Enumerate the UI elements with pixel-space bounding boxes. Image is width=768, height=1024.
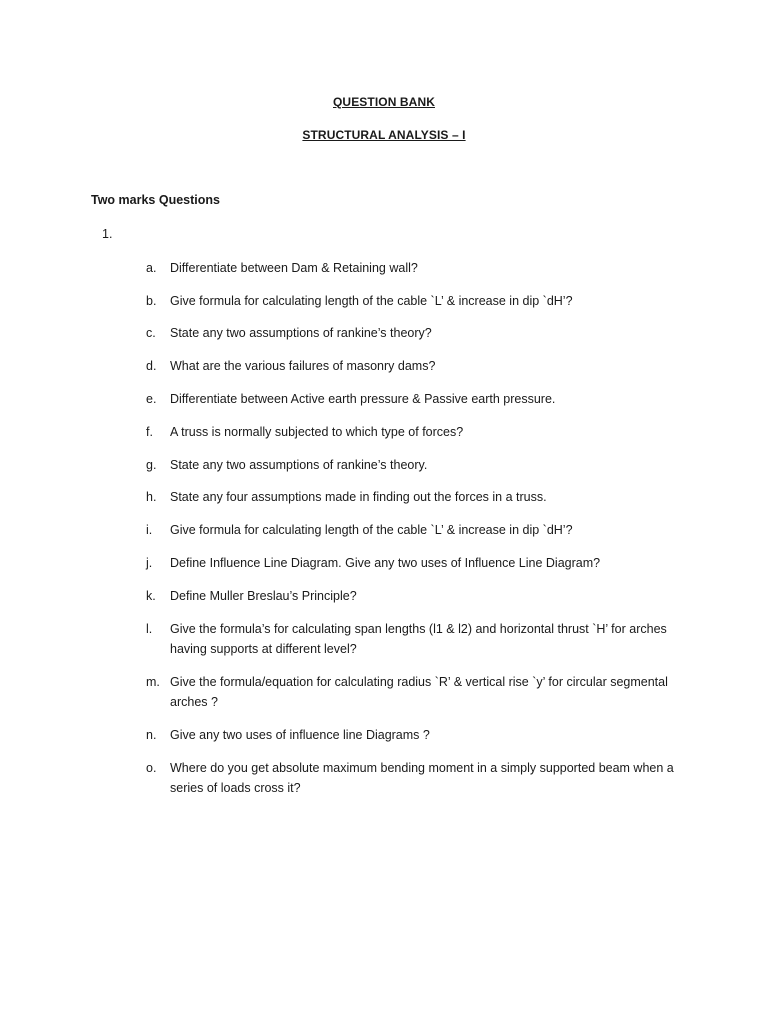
question-letter: n. [146, 728, 157, 742]
question-letter: f. [146, 425, 153, 439]
question-item [146, 586, 686, 606]
question-letter: e. [146, 392, 157, 406]
question-item [146, 389, 686, 409]
question-item [146, 725, 686, 745]
question-letter: o. [146, 761, 157, 775]
document-title: QUESTION BANK [333, 95, 435, 109]
question-item [146, 291, 686, 311]
question-text: Give formula for calculating length of the cable `L’ & increase in dip `dH’? [170, 294, 573, 308]
question-text: State any four assumptions made in finding out the forces in a truss. [170, 490, 547, 504]
question-item [146, 619, 686, 659]
question-item [146, 258, 686, 278]
question-text: Differentiate between Active earth pressure & Passive earth pressure. [170, 392, 556, 406]
question-item [146, 323, 686, 343]
question-text: A truss is normally subjected to which type of forces? [170, 425, 464, 439]
question-text: State any two assumptions of rankine’s theory. [170, 458, 428, 472]
question-letter: m. [146, 675, 160, 689]
question-letter: a. [146, 261, 157, 275]
question-item [146, 422, 686, 442]
document-subtitle: STRUCTURAL ANALYSIS – I [302, 128, 466, 142]
question-letter: d. [146, 359, 157, 373]
question-text: Where do you get absolute maximum bending moment in a simply supported beam when a series of loads cross it? [170, 761, 674, 795]
question-text: Give the formula/equation for calculating radius `R’ & vertical rise `y’ for circular segmental arches ? [170, 675, 668, 709]
question-item [146, 553, 686, 573]
question-text: Differentiate between Dam & Retaining wall? [170, 261, 418, 275]
question-text: Define Influence Line Diagram. Give any two uses of Influence Line Diagram? [170, 556, 601, 570]
question-text: What are the various failures of masonry dams? [170, 359, 436, 373]
question-text: Give the formula’s for calculating span lengths (l1 & l2) and horizontal thrust `H’ for arches having supports at different level? [170, 622, 667, 656]
question-item [146, 520, 686, 540]
question-item [146, 356, 686, 376]
question-letter: k. [146, 589, 156, 603]
question-item [146, 758, 686, 798]
question-letter: b. [146, 294, 157, 308]
question-letter: l. [146, 622, 153, 636]
question-number: 1. [102, 227, 113, 241]
question-letter: j. [146, 556, 153, 570]
question-letter: h. [146, 490, 157, 504]
question-text: Give any two uses of influence line Diagrams ? [170, 728, 430, 742]
question-text: Define Muller Breslau’s Principle? [170, 589, 357, 603]
question-letter: c. [146, 326, 156, 340]
question-item [146, 455, 686, 475]
question-letter: g. [146, 458, 157, 472]
question-item [146, 487, 686, 507]
question-letter: i. [146, 523, 153, 537]
question-item [146, 672, 686, 712]
question-text: State any two assumptions of rankine’s theory? [170, 326, 432, 340]
question-text: Give formula for calculating length of the cable `L’ & increase in dip `dH’? [170, 523, 573, 537]
section-heading: Two marks Questions [91, 193, 220, 207]
